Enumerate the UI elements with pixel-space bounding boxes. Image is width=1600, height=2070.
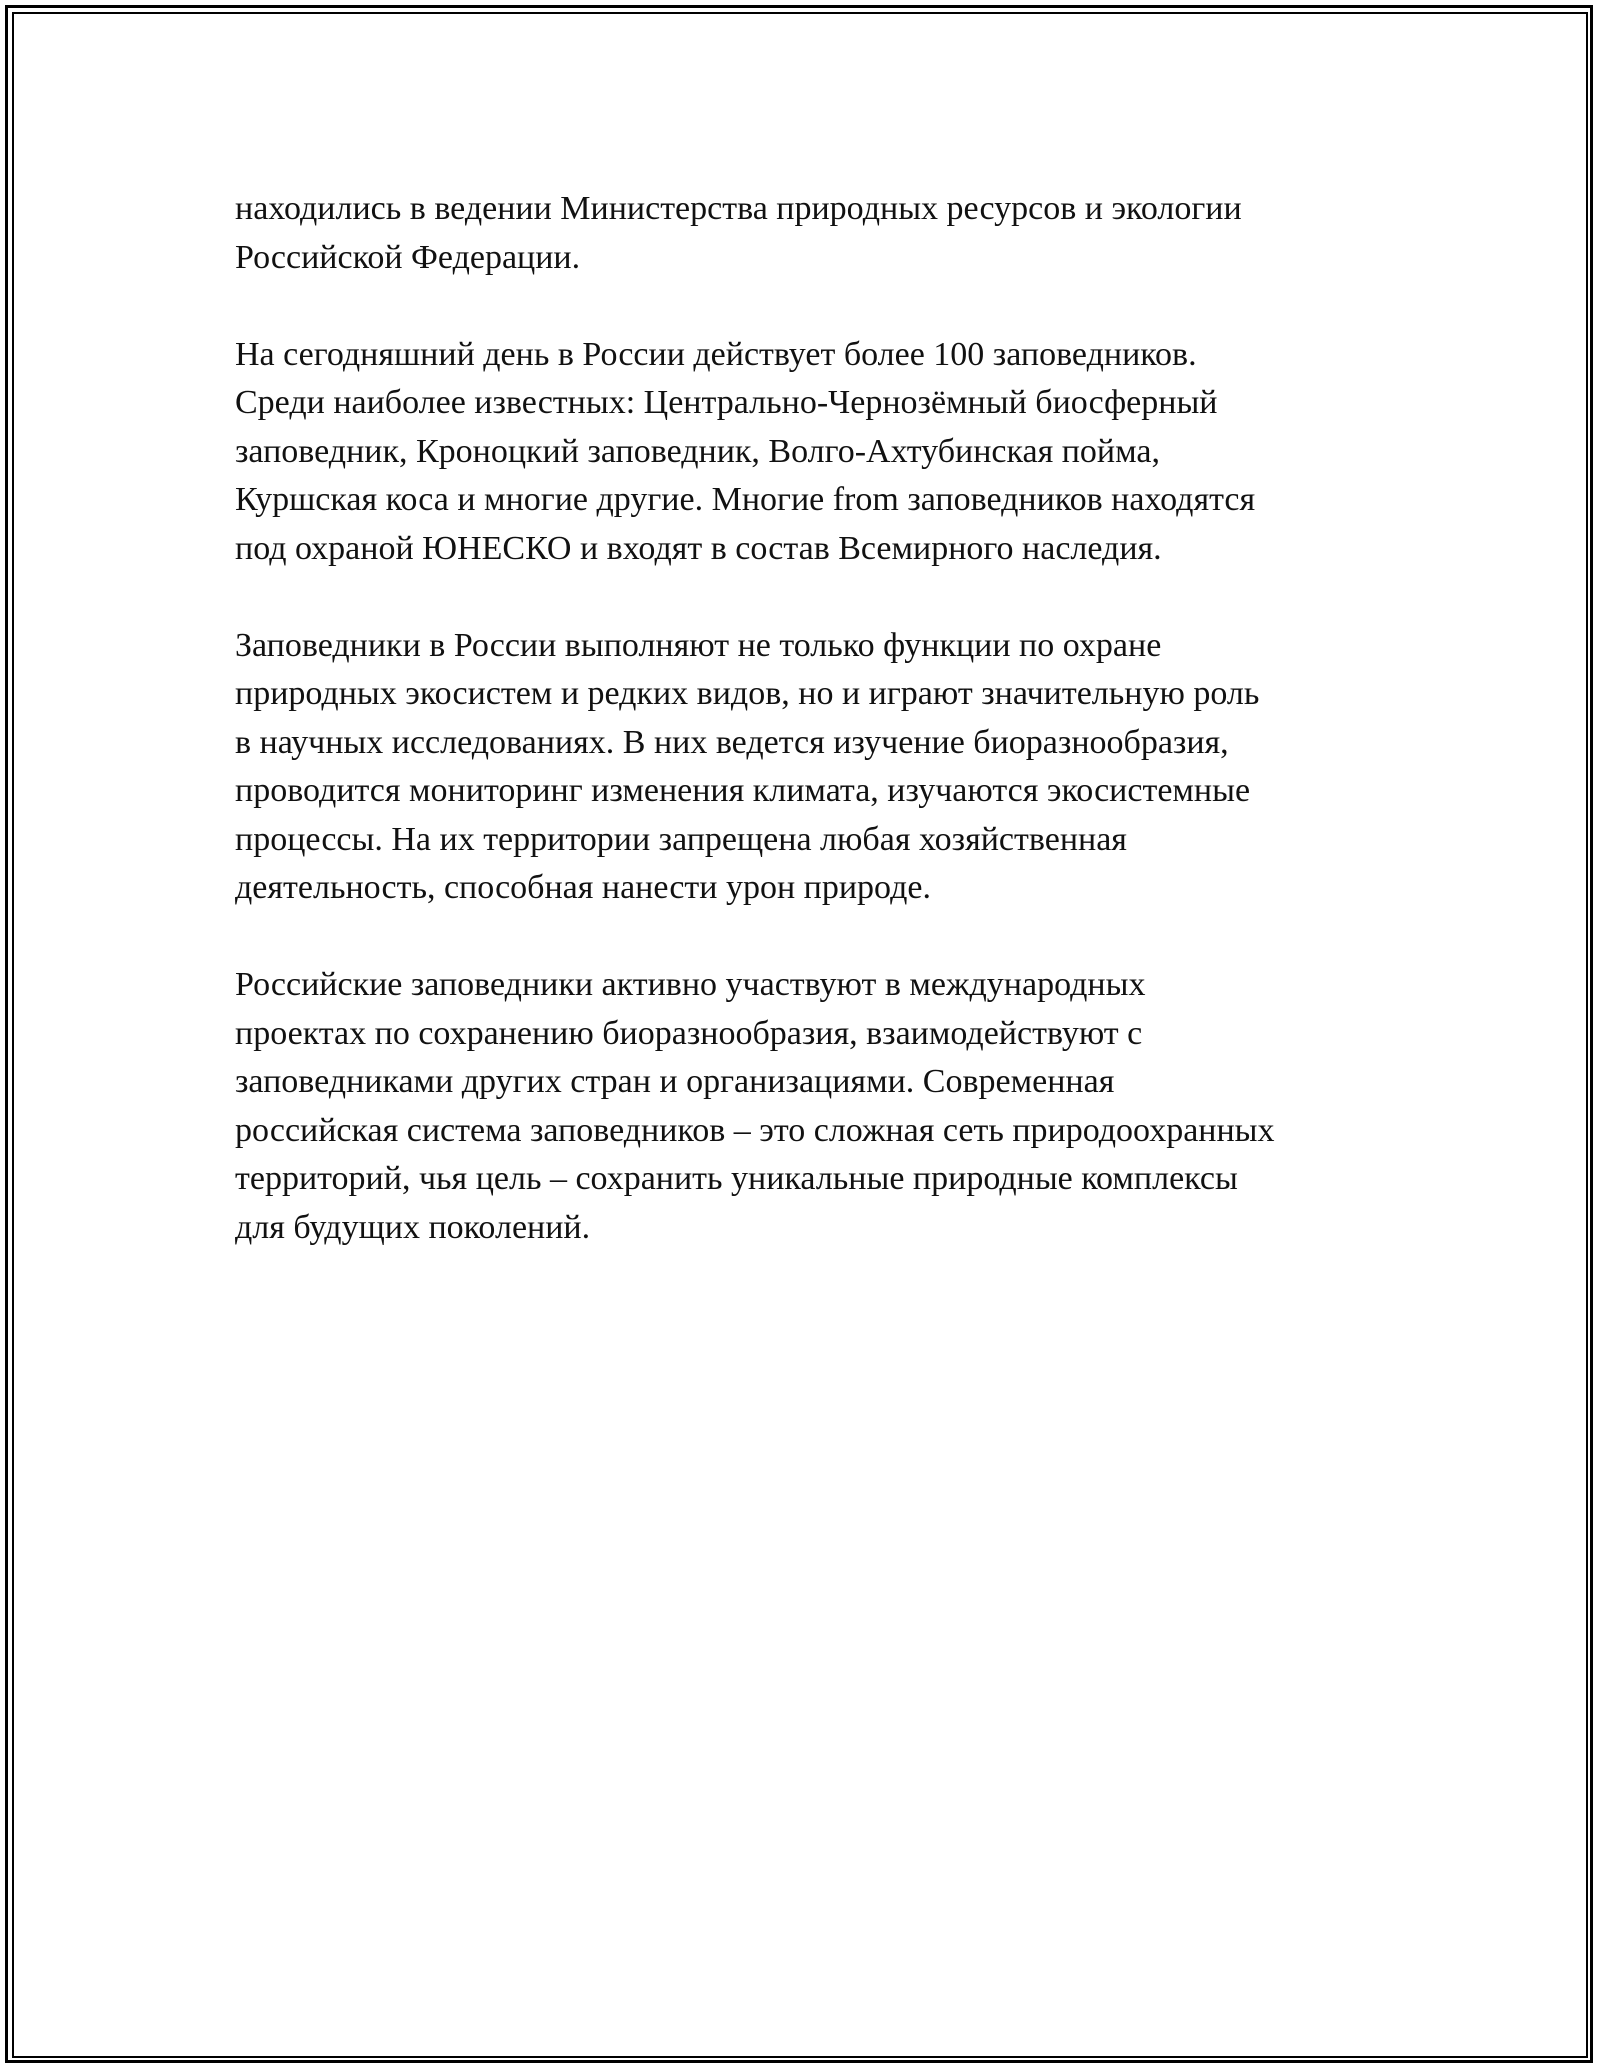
paragraph-reserves-count: На сегодняшний день в России действует более 100 заповедников. Среди наиболее известных: Центрально-Чернозёмный биосферный заповедник, Кроноцкий заповедник, Волго-Ахтубинская пойма, Куршская коса и многие другие. Многие from заповедников находятся под охраной ЮНЕСКО и входят в состав Всемирного наследия.: [235, 335, 1256, 567]
paragraph-research-role: Заповедники в России выполняют не только функции по охране природных экосистем и редких видов, но и играют значительную роль в научных исследованиях. В них ведется изучение биоразнообразия, проводится мониторинг изменения климата, изучаются экосистемные процессы. На их территории запрещена любая хозяйственная деятельность, способная нанести урон природе.: [235, 626, 1260, 906]
document-body: [235, 185, 1395, 1301]
paragraph-international: Российские заповедники активно участвуют в международных проектах по сохранению биоразнообразия, взаимодействуют с заповедниками других стран и организациями. Современная российская система заповедников – это сложная сеть природоохранных территорий, чья цель – сохранить уникальные природные комплексы для будущих поколений.: [235, 966, 1275, 1246]
paragraph-ministry: находились в ведении Министерства природных ресурсов и экологии Российской Федерации.: [235, 190, 1242, 276]
